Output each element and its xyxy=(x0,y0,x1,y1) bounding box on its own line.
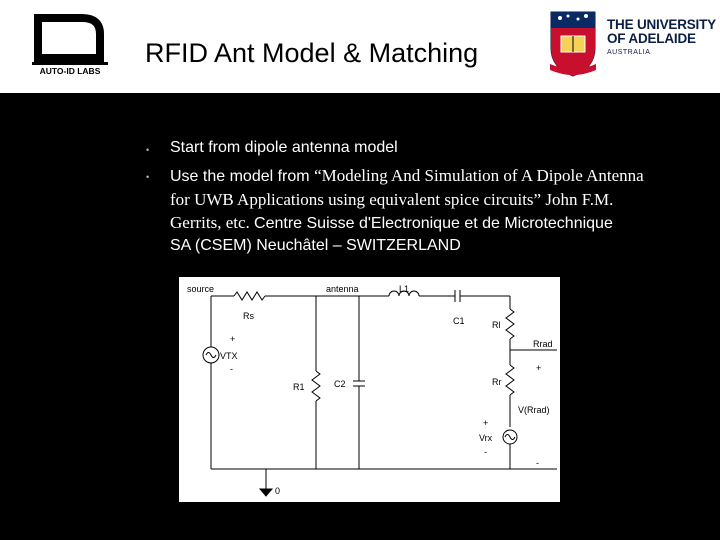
label-ground: 0 xyxy=(275,486,281,496)
label-vtx: VTX xyxy=(220,351,238,361)
label-plus-vtx: + xyxy=(230,334,236,344)
dipole-circuit-diagram xyxy=(179,277,560,502)
bullet-2-line3-serif: Gerrits, etc. xyxy=(170,213,255,232)
bullet-2-line1 xyxy=(170,166,644,186)
bullet-2-line1-sans: Use the model from xyxy=(170,168,315,185)
label-v-rrad: V(Rrad) xyxy=(518,405,550,415)
label-l1: L1 xyxy=(399,284,410,294)
resistor-rs xyxy=(234,292,265,300)
label-c1: C1 xyxy=(453,316,465,326)
label-rrad: Rrad xyxy=(533,339,553,349)
bullet-2-line4: SA (CSEM) Neuchâtel – SWITZERLAND xyxy=(170,237,461,254)
slide-title: RFID Ant Model & Matching xyxy=(145,38,479,68)
bullet-marker: • xyxy=(146,172,150,182)
label-vrx: Vrx xyxy=(479,433,493,443)
bullet-2-line2: for UWB Applications using equivalent spice circuits” John F.M. xyxy=(170,190,614,209)
bullet-marker: • xyxy=(146,145,150,155)
label-c2: C2 xyxy=(334,379,346,389)
bullet-2-line3-sans: Centre Suisse d'Electronique et de Microtechnique xyxy=(254,215,613,232)
university-name-line3: AUSTRALIA xyxy=(607,49,651,56)
label-rr: Rr xyxy=(492,377,502,387)
label-rl: Rl xyxy=(492,320,501,330)
label-minus-vtx: - xyxy=(230,364,233,374)
university-name-line1: THE UNIVERSITY xyxy=(607,17,716,32)
auto-id-labs-logo xyxy=(30,12,110,78)
resistor-rr xyxy=(506,365,514,395)
bullet-2-line3 xyxy=(170,213,613,233)
bullet-1-text: Start from dipole antenna model xyxy=(170,139,398,156)
vtx-wave xyxy=(206,353,216,358)
label-antenna: antenna xyxy=(326,284,359,294)
label-minus-vrad: - xyxy=(536,458,539,468)
university-name-line2: OF ADELAIDE xyxy=(607,31,696,46)
slide-header xyxy=(0,0,720,93)
auto-id-labs-text: AUTO-ID LABS xyxy=(39,66,101,76)
resistor-rl xyxy=(506,309,514,339)
resistor-r1 xyxy=(312,371,320,401)
label-plus-vrx: + xyxy=(483,418,489,428)
label-source: source xyxy=(187,284,215,294)
label-r1: R1 xyxy=(293,382,305,392)
university-name xyxy=(607,18,716,60)
label-plus-vrad: + xyxy=(536,363,542,373)
ground-icon xyxy=(260,489,272,496)
university-crest-icon xyxy=(548,10,598,80)
vrx-wave xyxy=(505,435,515,440)
label-rs: Rs xyxy=(243,311,254,321)
bullet-2-line1-serif: “Modeling And Simulation of A Dipole Antenna xyxy=(314,166,644,185)
label-minus-vrx: - xyxy=(484,447,487,457)
